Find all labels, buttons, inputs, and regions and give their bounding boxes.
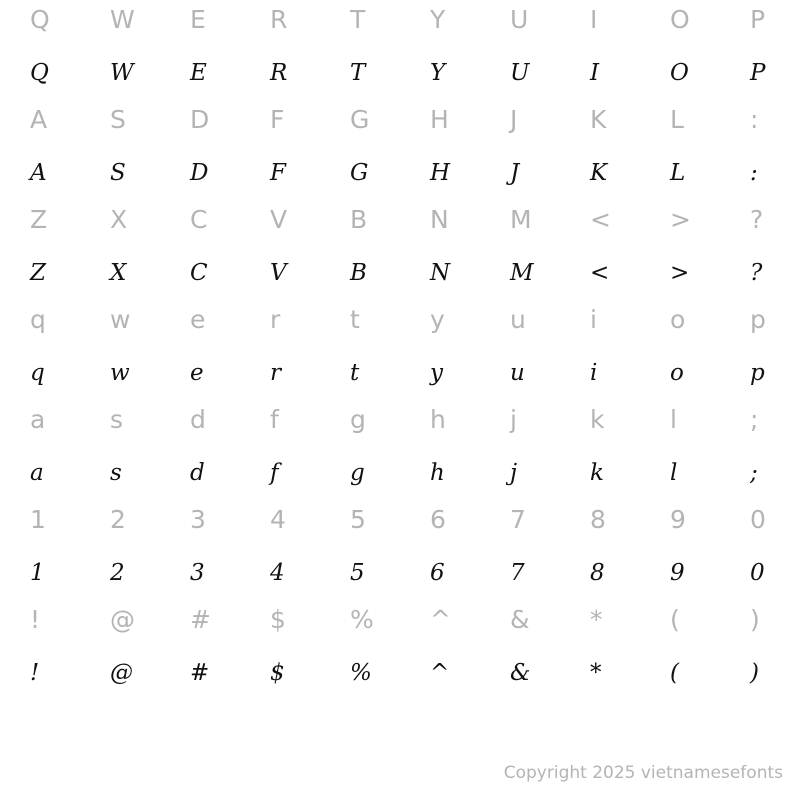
- reference-glyph: i: [590, 305, 597, 334]
- sample-glyph: ^: [430, 660, 450, 686]
- sample-glyph: w: [110, 360, 130, 386]
- reference-glyph: Q: [30, 5, 50, 34]
- sample-glyph: L: [670, 160, 686, 186]
- sample-glyph: $: [270, 660, 285, 686]
- sample-glyph: #: [190, 660, 210, 686]
- reference-row-7: [0, 600, 800, 650]
- sample-glyph: ): [750, 660, 759, 686]
- sample-glyph: G: [350, 160, 369, 186]
- reference-glyph: J: [510, 105, 518, 134]
- sample-glyph: X: [110, 260, 127, 286]
- reference-glyph: ^: [430, 605, 451, 634]
- sample-glyph: u: [510, 360, 525, 386]
- sample-glyph: @: [110, 660, 133, 686]
- sample-glyph: S: [110, 160, 126, 186]
- reference-glyph: 7: [510, 505, 526, 534]
- reference-row-5: [0, 400, 800, 450]
- reference-glyph: V: [270, 205, 288, 234]
- sample-glyph: i: [590, 360, 598, 386]
- reference-glyph: y: [430, 305, 445, 334]
- sample-row-3: [0, 250, 800, 300]
- sample-row-6: [0, 550, 800, 600]
- reference-glyph: &: [510, 605, 530, 634]
- sample-glyph: U: [510, 60, 530, 86]
- sample-glyph: K: [590, 160, 608, 186]
- sample-glyph: H: [430, 160, 451, 186]
- reference-glyph: P: [750, 5, 766, 34]
- sample-glyph: %: [350, 660, 372, 686]
- sample-glyph: o: [670, 360, 684, 386]
- sample-glyph: q: [30, 360, 45, 386]
- sample-glyph: 2: [110, 560, 125, 586]
- reference-glyph: A: [30, 105, 48, 134]
- reference-glyph: Z: [30, 205, 48, 234]
- sample-row-2: [0, 150, 800, 200]
- sample-glyph: ?: [750, 260, 763, 286]
- sample-glyph: y: [430, 360, 443, 386]
- reference-glyph: W: [110, 5, 135, 34]
- sample-glyph: Z: [30, 260, 46, 286]
- reference-glyph: F: [270, 105, 285, 134]
- reference-row-3: [0, 200, 800, 250]
- copyright-footer: Copyright 2025 vietnamesefonts: [503, 763, 783, 783]
- reference-glyph: ?: [750, 205, 764, 234]
- sample-glyph: J: [510, 160, 520, 186]
- reference-glyph: w: [110, 305, 131, 334]
- sample-glyph: e: [190, 360, 204, 386]
- reference-glyph: Y: [430, 5, 446, 34]
- sample-glyph: N: [430, 260, 451, 286]
- sample-glyph: :: [750, 160, 758, 186]
- sample-glyph: (: [670, 660, 679, 686]
- reference-glyph: ;: [750, 405, 759, 434]
- sample-glyph: B: [350, 260, 367, 286]
- sample-glyph: F: [270, 160, 286, 186]
- sample-glyph: E: [190, 60, 207, 86]
- sample-glyph: 4: [270, 560, 285, 586]
- reference-glyph: 3: [190, 505, 206, 534]
- reference-glyph: C: [190, 205, 208, 234]
- sample-glyph: >: [670, 260, 690, 286]
- reference-glyph: L: [670, 105, 684, 134]
- reference-glyph: :: [750, 105, 759, 134]
- reference-glyph: t: [350, 305, 360, 334]
- sample-glyph: s: [110, 460, 122, 486]
- reference-glyph: l: [670, 405, 677, 434]
- reference-glyph: 6: [430, 505, 446, 534]
- sample-glyph: p: [750, 360, 765, 386]
- reference-glyph: I: [590, 5, 598, 34]
- reference-glyph: 8: [590, 505, 606, 534]
- sample-glyph: 1: [30, 560, 45, 586]
- reference-glyph: (: [670, 605, 680, 634]
- reference-glyph: 2: [110, 505, 126, 534]
- sample-glyph: r: [270, 360, 281, 386]
- reference-glyph: o: [670, 305, 686, 334]
- reference-row-6: [0, 500, 800, 550]
- reference-glyph: 1: [30, 505, 46, 534]
- reference-glyph: H: [430, 105, 449, 134]
- sample-row-1: [0, 50, 800, 100]
- sample-glyph: k: [590, 460, 604, 486]
- sample-glyph: Q: [30, 60, 49, 86]
- reference-glyph: u: [510, 305, 526, 334]
- sample-glyph: 8: [590, 560, 605, 586]
- sample-glyph: g: [350, 460, 365, 486]
- reference-glyph: B: [350, 205, 368, 234]
- sample-glyph: 9: [670, 560, 685, 586]
- reference-glyph: k: [590, 405, 605, 434]
- sample-glyph: R: [270, 60, 288, 86]
- sample-glyph: I: [590, 60, 600, 86]
- reference-glyph: s: [110, 405, 124, 434]
- sample-glyph: V: [270, 260, 287, 286]
- sample-glyph: 5: [350, 560, 365, 586]
- reference-row-4: [0, 300, 800, 350]
- reference-glyph: ): [750, 605, 760, 634]
- reference-glyph: e: [190, 305, 206, 334]
- reference-glyph: a: [30, 405, 46, 434]
- sample-row-4: [0, 350, 800, 400]
- reference-glyph: *: [590, 605, 603, 634]
- reference-glyph: 4: [270, 505, 286, 534]
- sample-glyph: *: [590, 660, 602, 686]
- reference-glyph: S: [110, 105, 126, 134]
- reference-row-1: [0, 0, 800, 50]
- reference-glyph: D: [190, 105, 210, 134]
- reference-glyph: >: [670, 205, 691, 234]
- reference-glyph: j: [510, 405, 517, 434]
- sample-glyph: j: [510, 460, 518, 486]
- sample-glyph: l: [670, 460, 678, 486]
- sample-glyph: D: [190, 160, 209, 186]
- reference-glyph: 9: [670, 505, 686, 534]
- reference-glyph: T: [350, 5, 366, 34]
- reference-glyph: f: [270, 405, 279, 434]
- sample-glyph: 7: [510, 560, 525, 586]
- sample-glyph: d: [190, 460, 205, 486]
- reference-glyph: @: [110, 605, 135, 634]
- reference-glyph: M: [510, 205, 532, 234]
- sample-glyph: a: [30, 460, 44, 486]
- reference-glyph: g: [350, 405, 366, 434]
- sample-row-5: [0, 450, 800, 500]
- reference-glyph: h: [430, 405, 446, 434]
- sample-glyph: 0: [750, 560, 765, 586]
- reference-glyph: %: [350, 605, 374, 634]
- sample-glyph: ;: [750, 460, 758, 486]
- sample-glyph: O: [670, 60, 689, 86]
- reference-glyph: R: [270, 5, 288, 34]
- sample-glyph: 3: [190, 560, 205, 586]
- reference-glyph: #: [190, 605, 211, 634]
- reference-glyph: d: [190, 405, 206, 434]
- sample-glyph: f: [270, 460, 279, 486]
- reference-glyph: O: [670, 5, 690, 34]
- sample-glyph: h: [430, 460, 445, 486]
- reference-glyph: q: [30, 305, 46, 334]
- sample-glyph: C: [190, 260, 208, 286]
- sample-glyph: !: [30, 660, 40, 686]
- sample-glyph: M: [510, 260, 534, 286]
- reference-glyph: 5: [350, 505, 366, 534]
- reference-glyph: N: [430, 205, 449, 234]
- reference-glyph: E: [190, 5, 206, 34]
- sample-glyph: t: [350, 360, 360, 386]
- reference-row-2: [0, 100, 800, 150]
- reference-glyph: U: [510, 5, 529, 34]
- reference-glyph: K: [590, 105, 607, 134]
- sample-glyph: P: [750, 60, 766, 86]
- sample-glyph: W: [110, 60, 134, 86]
- reference-glyph: r: [270, 305, 281, 334]
- sample-glyph: <: [590, 260, 610, 286]
- reference-glyph: p: [750, 305, 766, 334]
- reference-glyph: G: [350, 105, 370, 134]
- sample-glyph: &: [510, 660, 531, 686]
- reference-glyph: $: [270, 605, 286, 634]
- reference-glyph: !: [30, 605, 41, 634]
- sample-glyph: 6: [430, 560, 445, 586]
- sample-row-7: [0, 650, 800, 700]
- sample-glyph: T: [350, 60, 366, 86]
- reference-glyph: X: [110, 205, 128, 234]
- reference-glyph: 0: [750, 505, 766, 534]
- sample-glyph: Y: [430, 60, 446, 86]
- reference-glyph: <: [590, 205, 611, 234]
- sample-glyph: A: [30, 160, 47, 186]
